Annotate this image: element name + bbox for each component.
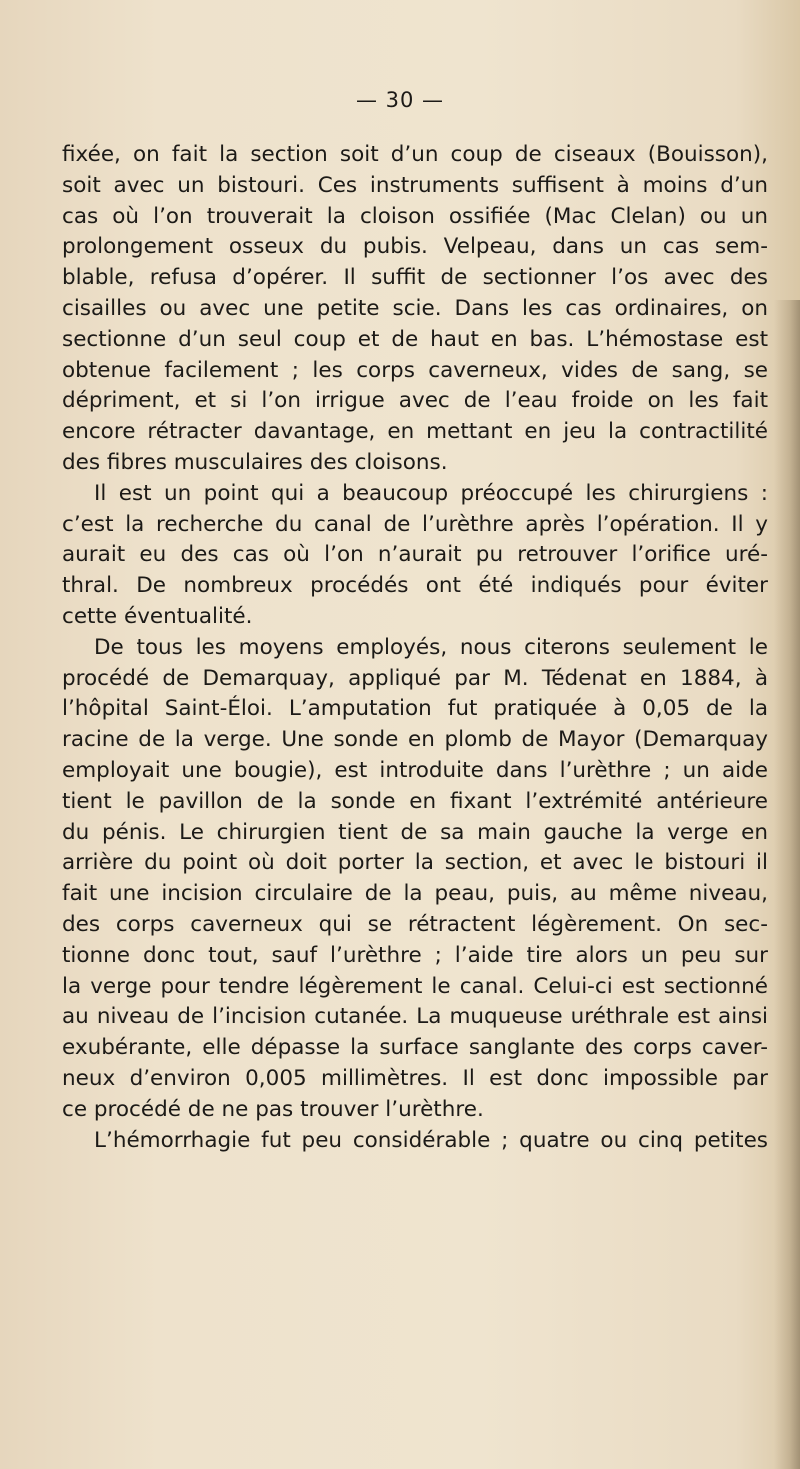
text-line: neux d’environ 0,005 millimètres. Il est donc impossible par <box>62 1065 768 1091</box>
text-line: c’est la recherche du canal de l’urèthre après l’opération. Il y <box>62 511 768 537</box>
text-line: tionne donc tout, sauf l’urèthre ; l’aide tire alors un peu sur <box>62 942 768 968</box>
page-number: — 30 — <box>355 88 445 112</box>
text-line: racine de la verge. Une sonde en plomb de Mayor (Demarquay <box>62 727 768 753</box>
text-line: aurait eu des cas où l’on n’aurait pu retrouver l’orifice uré- <box>62 542 768 568</box>
text-line: arrière du point où doit porter la section, et avec le bistouri il <box>62 850 768 876</box>
body-text <box>62 140 768 1156</box>
text-line: cette éventualité. <box>62 603 253 629</box>
text-line: soit avec un bistouri. Ces instruments suffisent à moins d’un <box>62 172 768 198</box>
text-line: sectionne d’un seul coup et de haut en bas. L’hémostase est <box>62 326 768 352</box>
text-line: prolongement osseux du pubis. Velpeau, dans un cas sem- <box>62 234 768 260</box>
text-line: Il est un point qui a beaucoup préoccupé les chirurgiens : <box>94 480 768 506</box>
text-line: encore rétracter davantage, en mettant en jeu la contractilité <box>62 419 768 445</box>
text-line: au niveau de l’incision cutanée. La muqueuse uréthrale est ainsi <box>62 1004 768 1030</box>
text-line: fait une incision circulaire de la peau, puis, au même niveau, <box>62 881 768 907</box>
text-line: employait une bougie), est introduite dans l’urèthre ; un aide <box>62 757 768 783</box>
text-line: dépriment, et si l’on irrigue avec de l’eau froide on les fait <box>62 388 768 414</box>
text-line: De tous les moyens employés, nous citerons seulement le <box>94 634 768 660</box>
page-edge-shadow <box>774 300 800 1469</box>
text-line: ce procédé de ne pas trouver l’urèthre. <box>62 1096 484 1122</box>
text-line: la verge pour tendre légèrement le canal. Celui-ci est sectionné <box>62 973 768 999</box>
text-line: tient le pavillon de la sonde en fixant l’extrémité antérieure <box>62 788 768 814</box>
text-line: cas où l’on trouverait la cloison ossifiée (Mac Clelan) ou un <box>62 203 768 229</box>
text-line: blable, refusa d’opérer. Il suffit de sectionner l’os avec des <box>62 265 768 291</box>
text-line: des fibres musculaires des cloisons. <box>62 449 448 475</box>
text-line: fixée, on fait la section soit d’un coup de ciseaux (Bouisson), <box>62 142 768 167</box>
text-line: thral. De nombreux procédés ont été indiqués pour éviter <box>62 573 768 599</box>
text-line: procédé de Demarquay, appliqué par M. Tédenat en 1884, à <box>62 665 768 691</box>
text-line: l’hôpital Saint-Éloi. L’amputation fut pratiquée à 0,05 de la <box>62 696 768 722</box>
text-line: du pénis. Le chirurgien tient de sa main gauche la verge en <box>62 819 768 845</box>
text-line: L’hémorrhagie fut peu considérable ; quatre ou cinq petites <box>94 1127 768 1153</box>
text-line: obtenue facilement ; les corps caverneux, vides de sang, se <box>62 357 768 383</box>
text-line: des corps caverneux qui se rétractent légèrement. On sec- <box>62 911 768 937</box>
text-line: exubérante, elle dépasse la surface sanglante des corps caver- <box>62 1035 768 1061</box>
text-line: cisailles ou avec une petite scie. Dans les cas ordinaires, on <box>62 295 768 321</box>
